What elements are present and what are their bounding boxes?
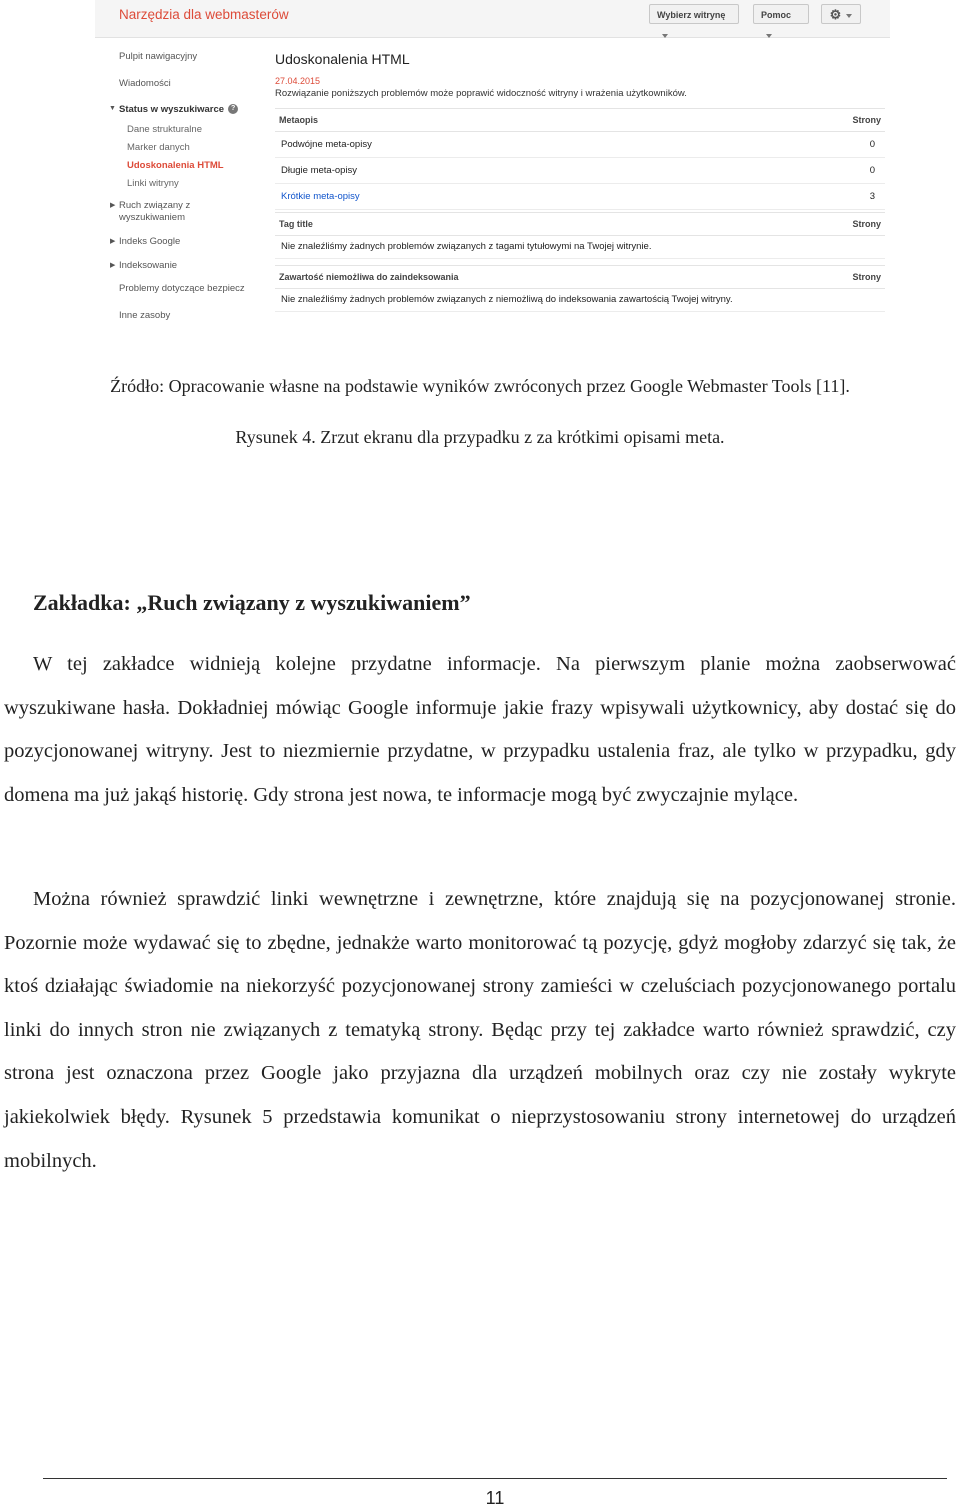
metadata-table xyxy=(275,108,885,210)
content-title: Udoskonalenia HTML xyxy=(275,51,410,67)
triangle-right-icon: ▶ xyxy=(110,202,116,209)
section-heading: Zakładka: „Ruch związany z wyszukiwaniem” xyxy=(33,590,471,615)
content-date: 27.04.2015 xyxy=(275,76,321,86)
info-icon: ? xyxy=(228,104,238,114)
sidebar-item-search-traffic-cont[interactable]: wyszukiwaniem xyxy=(119,212,185,223)
table-header xyxy=(275,265,885,289)
paragraph: Można również sprawdzić linki wewnętrzne i zewnętrzne, które znajdują się na pozycjonowanej stronie. Pozornie może wydawać się to zbędne, jednakże warto monitorować tą pozycję, gdyż mogłoby zdarzyć się tak, że ktoś działając świadomie na niekorzyść pozycjonowanej strony zamieści w czeluściach pozycjonowanego portalu linki do innych stron nie związanych z tematyką strony. Będąc przy tej zakładce warto również sprawdzić, czy strona jest oznaczona przez Google jako przyjazna dla urządzeń mobilnych oraz czy nie zostały wykryte jakiekolwiek błędy. Rysunek 5 przedstawia komunikat o nieprzystosowaniu strony internetowej do urządzeń mobilnych. xyxy=(4,888,956,1172)
page-number: 11 xyxy=(485,1488,505,1508)
app-header xyxy=(95,0,890,38)
help-label: Pomoc xyxy=(761,10,792,20)
sidebar-item-search-traffic[interactable]: Ruch związany z xyxy=(119,200,191,211)
sidebar-item-data-highlighter[interactable]: Marker danych xyxy=(127,142,190,153)
column-header: Strony xyxy=(852,219,881,229)
content-description: Rozwiązanie poniższych problemów może poprawić widoczność witryny i wrażenia użytkowników. xyxy=(275,88,687,99)
column-header: Zawartość niemożliwa do zaindeksowania xyxy=(279,272,459,282)
sidebar-item-dashboard[interactable]: Pulpit nawigacyjny xyxy=(119,51,198,62)
chevron-down-icon xyxy=(766,34,772,38)
source-caption: Źródło: Opracowanie własne na podstawie wyników zwróconych przez Google Webmaster Tools [11]. xyxy=(110,376,850,396)
sidebar-section-search-status[interactable] xyxy=(119,104,238,116)
row-label: Podwójne meta-opisy xyxy=(281,139,372,150)
sidebar-item-sitelinks[interactable]: Linki witryny xyxy=(127,178,179,189)
triangle-down-icon: ▼ xyxy=(109,105,116,112)
sidebar-item-other-resources[interactable]: Inne zasoby xyxy=(119,310,171,321)
sidebar-section-label: Status w wyszukiwarce xyxy=(119,104,225,115)
row-count: 0 xyxy=(869,139,875,150)
sidebar-item-structured-data[interactable]: Dane strukturalne xyxy=(127,124,202,135)
table-row[interactable] xyxy=(275,184,885,210)
table-header xyxy=(275,108,885,132)
table-row xyxy=(275,158,885,184)
footer-divider xyxy=(43,1478,947,1479)
note-text: Nie znaleźliśmy żadnych problemów związanych z niemożliwą do indeksowania zawartością Twojej witryny. xyxy=(281,294,733,305)
table-note xyxy=(275,289,885,312)
triangle-right-icon: ▶ xyxy=(110,262,116,269)
sidebar-item-messages[interactable]: Wiadomości xyxy=(119,78,171,89)
column-header: Metaopis xyxy=(279,115,319,125)
column-header: Strony xyxy=(852,115,881,125)
nonindexable-table xyxy=(275,265,885,312)
sidebar-item-security-issues[interactable]: Problemy dotyczące bezpiecz xyxy=(119,283,245,294)
app-title: Narzędzia dla webmasterów xyxy=(119,7,289,22)
site-selector-label: Wybierz witrynę xyxy=(657,10,726,20)
chevron-down-icon xyxy=(846,14,852,18)
help-button[interactable] xyxy=(753,4,809,24)
gear-icon[interactable]: ⚙ xyxy=(821,4,861,24)
triangle-right-icon: ▶ xyxy=(110,238,116,245)
sidebar-item-google-index[interactable]: Indeks Google xyxy=(119,236,181,247)
column-header: Strony xyxy=(852,272,881,282)
sidebar-item-crawl[interactable]: Indeksowanie xyxy=(119,260,178,271)
row-label: Długie meta-opisy xyxy=(281,165,358,176)
chevron-down-icon xyxy=(662,34,668,38)
row-count: 3 xyxy=(869,191,875,202)
row-count: 0 xyxy=(869,165,875,176)
row-link[interactable]: Krótkie meta-opisy xyxy=(281,191,360,202)
sidebar-item-html-improvements[interactable]: Udoskonalenia HTML xyxy=(127,160,224,171)
figure-caption: Rysunek 4. Zrzut ekranu dla przypadku z za krótkimi opisami meta. xyxy=(235,427,725,447)
note-text: Nie znaleźliśmy żadnych problemów związanych z tagami tytułowymi na Twojej witrynie. xyxy=(281,241,652,252)
site-selector-button[interactable] xyxy=(649,4,739,24)
table-header xyxy=(275,212,885,236)
table-row xyxy=(275,132,885,158)
figure-screenshot xyxy=(95,0,890,330)
table-note xyxy=(275,236,885,259)
column-header: Tag title xyxy=(279,219,313,229)
paragraph: W tej zakładce widnieją kolejne przydatne informacje. Na pierwszym planie można zaobserwować wyszukiwane hasła. Dokładniej mówiąc Google informuje jakie frazy wpisywali użytkownicy, aby dostać się do pozycjonowanej witryny. Jest to niezmiernie przydatne, w przypadku ustalenia fraz, ale tylko w przypadku, gdy domena ma już jakąś historię. Gdy strona jest nowa, te informacje mogą być zwyczajnie mylące. xyxy=(4,653,956,806)
title-tag-table xyxy=(275,212,885,259)
